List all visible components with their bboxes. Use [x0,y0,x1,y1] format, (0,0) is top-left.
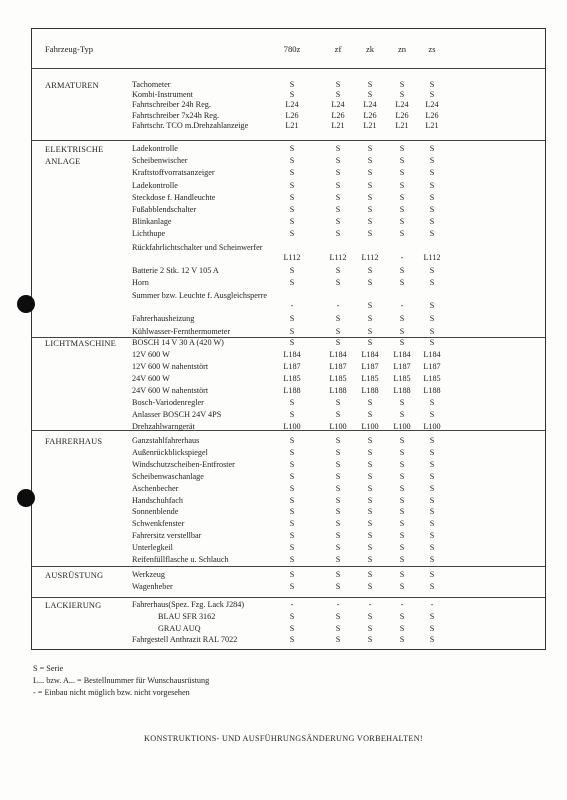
cell-value: L184 [283,350,301,359]
cell-value: S [335,436,341,445]
column-header: zn [397,44,407,54]
cell-value: S [289,265,295,275]
cell-value: S [399,156,405,166]
cell-value: S [335,483,341,493]
cell-value: S [289,338,295,347]
cell-value: S [429,205,435,214]
cell-value: S [335,338,341,347]
cell-value: S [429,410,435,419]
row-label: Tachometer [132,80,171,89]
cell-value: S [289,459,295,469]
row-label: Fahrersitz verstellbar [132,531,202,541]
cell-value: S [399,447,405,457]
cell-value: S [429,326,435,336]
cell-value: L100 [393,422,411,431]
column-header: zf [334,44,342,54]
cell-value: L187 [283,362,301,371]
row-label: Blinkanlage [132,217,172,227]
cell-value: L188 [361,386,379,395]
cell-value: S [289,635,295,645]
cell-value: S [335,495,341,505]
cell-value: S [429,483,435,493]
cell-value: S [289,611,295,621]
cell-value: L188 [329,386,347,395]
row-label: BOSCH 14 V 30 A (420 W) [132,338,224,347]
section-label: ELEKTRISCHE ANLAGE [45,145,104,166]
cell-value: S [335,410,341,419]
cell-value: S [335,229,341,239]
cell-value: L100 [423,422,441,431]
column-header: 780z [283,44,301,54]
cell-value: S [367,483,373,493]
cell-value: S [335,555,341,564]
cell-value: S [335,80,341,89]
row-label: Lichthupe [132,229,166,239]
cell-value: S [399,611,405,621]
section-label: FAHRERHAUS [45,437,103,446]
cell-value: S [367,205,373,214]
cell-value: S [429,180,435,190]
row-label: 12V 600 W nahentstört [132,362,209,371]
cell-value: L21 [331,120,345,130]
cell-value: S [429,436,435,445]
cell-value: S [289,144,295,153]
cell-value: S [399,168,405,178]
cell-value: S [335,543,341,553]
row-label: Schwenkfenster [132,519,185,529]
cell-value: S [399,582,405,591]
cell-value: S [335,570,341,579]
cell-value: S [429,471,435,481]
row-label: Ladekontrolle [132,144,178,153]
row-label: Fahrerhaus(Spez. Fzg. Lack J284) [132,600,245,609]
cell-value: S [335,582,341,591]
cell-value: S [335,398,341,407]
cell-value: S [399,570,405,579]
row-label: GRAU AUQ [158,623,201,633]
row-label: Fahrtschr. TCO m.Drehzahlanzeige [132,120,249,130]
cell-value: S [289,168,295,178]
cell-value: - [336,301,340,311]
cell-value: S [429,623,435,633]
cell-value: L184 [361,350,379,359]
cell-value: S [335,611,341,621]
cell-value: S [429,265,435,275]
cell-value: L26 [395,110,409,120]
section-label: LACKIERUNG [45,601,102,610]
cell-value: S [399,410,405,419]
cell-value: S [367,192,373,202]
cell-value: S [429,519,435,529]
cell-value: L185 [393,374,411,383]
cell-value: L187 [361,362,379,371]
cell-value: S [429,192,435,202]
cell-value: S [367,338,373,347]
cell-value: S [399,483,405,493]
row-label: Ganzstahlfahrerhaus [132,436,200,445]
section-label: LICHTMASCHINE [45,339,116,348]
cell-value: L112 [361,252,379,262]
cell-value: S [399,265,405,275]
column-header: zs [428,44,436,54]
cell-value: S [399,531,405,541]
cell-value: L24 [285,100,299,110]
cell-value: S [399,623,405,633]
cell-value: S [429,507,435,517]
row-label: Steckdose f. Handleuchte [132,192,216,202]
cell-value: S [335,623,341,633]
cell-value: S [289,483,295,493]
cell-value: S [367,519,373,529]
row-label: Ladekontrolle [132,180,178,190]
cell-value: S [367,623,373,633]
cell-value: S [367,582,373,591]
row-label: Rückfahrlichtschalter und Scheinwerfer [132,242,263,252]
cell-value: - [430,600,434,609]
cell-value: S [289,278,295,287]
cell-value: S [399,471,405,481]
cell-value: L24 [395,100,409,110]
cell-value: L24 [331,100,345,110]
row-label: 24V 600 W [132,374,170,383]
cell-value: S [399,326,405,336]
cell-value: S [367,180,373,190]
cell-value: S [367,410,373,419]
cell-value: S [335,278,341,287]
cell-value: S [289,156,295,166]
row-label: Aschenbecher [132,483,179,493]
cell-value: S [367,555,373,564]
cell-value: S [429,168,435,178]
cell-value: S [399,635,405,645]
cell-value: S [367,265,373,275]
cell-value: S [399,229,405,239]
cell-value: S [399,80,405,89]
row-label: Kühlwasser-Fernthermometer [132,326,231,336]
cell-value: S [429,611,435,621]
cell-value: L185 [329,374,347,383]
cell-value: S [289,570,295,579]
cell-value: L21 [363,120,377,130]
cell-value: S [429,144,435,153]
cell-value: S [335,144,341,153]
row-label: Drehzahlwarngerät [132,422,195,431]
cell-value: S [399,507,405,517]
section-divider [31,566,545,567]
cell-value: S [429,459,435,469]
cell-value: S [399,205,405,214]
section-label: AUSRÜSTUNG [45,571,104,580]
cell-value: S [399,338,405,347]
cell-value: S [429,80,435,89]
cell-value: S [367,90,373,100]
cell-value: S [399,278,405,287]
cell-value: S [429,314,435,324]
cell-value: - [368,600,372,609]
cell-value: L100 [361,422,379,431]
cell-value: - [400,252,404,262]
legend-line: - = Einbau nicht möglich bzw. nicht vorgesehen [33,688,190,697]
cell-value: S [429,555,435,564]
cell-value: S [429,635,435,645]
row-label: Fahrerhausheizung [132,314,195,324]
cell-value: L26 [331,110,345,120]
row-label: Sonnenblende [132,507,179,517]
cell-value: S [367,436,373,445]
section-divider [31,597,545,598]
cell-value: S [399,398,405,407]
cell-value: S [367,326,373,336]
cell-value: S [367,144,373,153]
cell-value: S [367,507,373,517]
cell-value: S [429,229,435,239]
cell-value: L21 [425,120,439,130]
cell-value: S [289,582,295,591]
cell-value: S [289,398,295,407]
cell-value: L188 [393,386,411,395]
cell-value: S [289,192,295,202]
cell-value: S [335,635,341,645]
cell-value: S [289,326,295,336]
cell-value: S [429,338,435,347]
row-label: Reifenfüllflasche u. Schlauch [132,555,229,564]
cell-value: S [335,471,341,481]
cell-value: S [367,471,373,481]
cell-value: S [289,436,295,445]
cell-value: S [367,570,373,579]
cell-value: L112 [283,252,301,262]
cell-value: - [290,600,294,609]
cell-value: S [289,217,295,227]
cell-value: S [399,314,405,324]
row-label: Bosch-Variodenregler [132,398,204,407]
cell-value: L184 [423,350,441,359]
cell-value: L24 [363,100,377,110]
row-label: Windschutzscheiben-Entfroster [132,459,235,469]
cell-value: S [399,436,405,445]
cell-value: S [289,623,295,633]
cell-value: L185 [423,374,441,383]
cell-value: S [399,180,405,190]
cell-value: L112 [329,252,347,262]
row-label: Fahrtschreiber 7x24h Reg. [132,110,220,120]
punch-hole [17,295,35,313]
cell-value: S [429,278,435,287]
section-label: ARMATUREN [45,81,99,90]
cell-value: L26 [363,110,377,120]
cell-value: L112 [423,252,441,262]
cell-value: S [399,495,405,505]
cell-value: S [335,459,341,469]
cell-value: S [429,531,435,541]
cell-value: - [336,600,340,609]
cell-value: S [429,582,435,591]
cell-value: S [289,180,295,190]
cell-value: S [429,398,435,407]
section-divider [31,68,545,69]
cell-value: L187 [423,362,441,371]
cell-value: S [367,459,373,469]
cell-value: S [367,168,373,178]
cell-value: - [400,301,404,311]
cell-value: S [429,543,435,553]
cell-value: S [289,90,295,100]
legend-line: S = Serie [33,664,64,673]
row-label: Handschuhfach [132,495,183,505]
punch-hole [17,489,35,507]
row-label: Unterlegkeil [132,543,173,553]
cell-value: S [367,635,373,645]
cell-value: - [290,301,294,311]
row-label: Kraftstoffvorratsanzeiger [132,168,215,178]
row-label: Scheibenwischer [132,156,188,166]
cell-value: S [289,229,295,239]
cell-value: S [429,217,435,227]
cell-value: S [289,471,295,481]
cell-value: L184 [329,350,347,359]
legend-line: L... bzw. A... = Bestellnummer für Wunschausrüstung [33,676,210,685]
cell-value: S [367,543,373,553]
cell-value: S [367,229,373,239]
cell-value: S [399,144,405,153]
cell-value: S [429,156,435,166]
row-label: 12V 600 W [132,350,170,359]
row-label: Fahrgestell Anthrazit RAL 7022 [132,635,238,645]
cell-value: S [289,519,295,529]
cell-value: S [289,447,295,457]
header-label: Fahrzeug-Typ [45,44,94,54]
cell-value: S [367,301,373,311]
row-label: Außenrückblickspiegel [132,447,208,457]
cell-value: L184 [393,350,411,359]
cell-value: S [429,447,435,457]
row-label: Scheibenwaschanlage [132,471,204,481]
cell-value: S [335,314,341,324]
cell-value: S [335,90,341,100]
row-label: Batterie 2 Stk. 12 V 105 A [132,265,219,275]
section-divider [31,140,545,141]
cell-value: S [289,555,295,564]
cell-value: S [367,314,373,324]
cell-value: S [429,495,435,505]
cell-value: L185 [283,374,301,383]
cell-value: L26 [425,110,439,120]
cell-value: S [399,555,405,564]
cell-value: S [429,90,435,100]
cell-value: S [399,217,405,227]
cell-value: L187 [393,362,411,371]
cell-value: S [367,80,373,89]
cell-value: L187 [329,362,347,371]
row-label: Horn [132,278,149,287]
cell-value: S [399,90,405,100]
column-header: zk [365,44,375,54]
row-label: Werkzeug [132,570,165,579]
cell-value: S [335,192,341,202]
cell-value: S [399,192,405,202]
cell-value: S [335,156,341,166]
cell-value: S [399,519,405,529]
cell-value: S [367,611,373,621]
row-label: Anlasser BOSCH 24V 4PS [132,410,222,419]
cell-value: S [399,543,405,553]
cell-value: S [335,507,341,517]
cell-value: S [335,168,341,178]
footer-note: KONSTRUKTIONS- UND AUSFÜHRUNGSÄNDERUNG VORBEHALTEN! [144,734,423,743]
cell-value: L188 [283,386,301,395]
cell-value: L21 [395,120,409,130]
cell-value: L185 [361,374,379,383]
cell-value: S [367,447,373,457]
cell-value: S [335,447,341,457]
cell-value: S [335,217,341,227]
cell-value: S [335,519,341,529]
cell-value: L100 [329,422,347,431]
cell-value: S [399,459,405,469]
cell-value: S [289,507,295,517]
cell-value: S [289,80,295,89]
cell-value: L188 [423,386,441,395]
cell-value: S [335,326,341,336]
cell-value: S [367,398,373,407]
row-label: Fahrtschreiber 24h Reg. [132,100,211,110]
cell-value: S [367,495,373,505]
cell-value: L100 [283,422,301,431]
row-label: Wagenheber [132,582,173,591]
row-label: Kombi-Instrument [132,90,193,100]
cell-value: S [367,278,373,287]
cell-value: S [289,531,295,541]
cell-value: S [289,205,295,214]
cell-value: - [400,600,404,609]
cell-value: S [335,180,341,190]
cell-value: S [429,570,435,579]
row-label: 24V 600 W nahentstört [132,386,209,395]
row-label: Summer bzw. Leuchte f. Ausgleichsperre [132,291,267,301]
cell-value: S [367,531,373,541]
cell-value: L26 [285,110,299,120]
cell-value: L21 [285,120,299,130]
cell-value: S [335,531,341,541]
cell-value: S [289,314,295,324]
cell-value: L24 [425,100,439,110]
cell-value: S [289,495,295,505]
row-label: Fußabblendschalter [132,205,197,214]
cell-value: S [335,205,341,214]
cell-value: S [289,410,295,419]
cell-value: S [429,301,435,311]
row-label: BLAU SFR 3162 [158,611,216,621]
cell-value: S [289,543,295,553]
cell-value: S [367,156,373,166]
cell-value: S [367,217,373,227]
cell-value: S [335,265,341,275]
